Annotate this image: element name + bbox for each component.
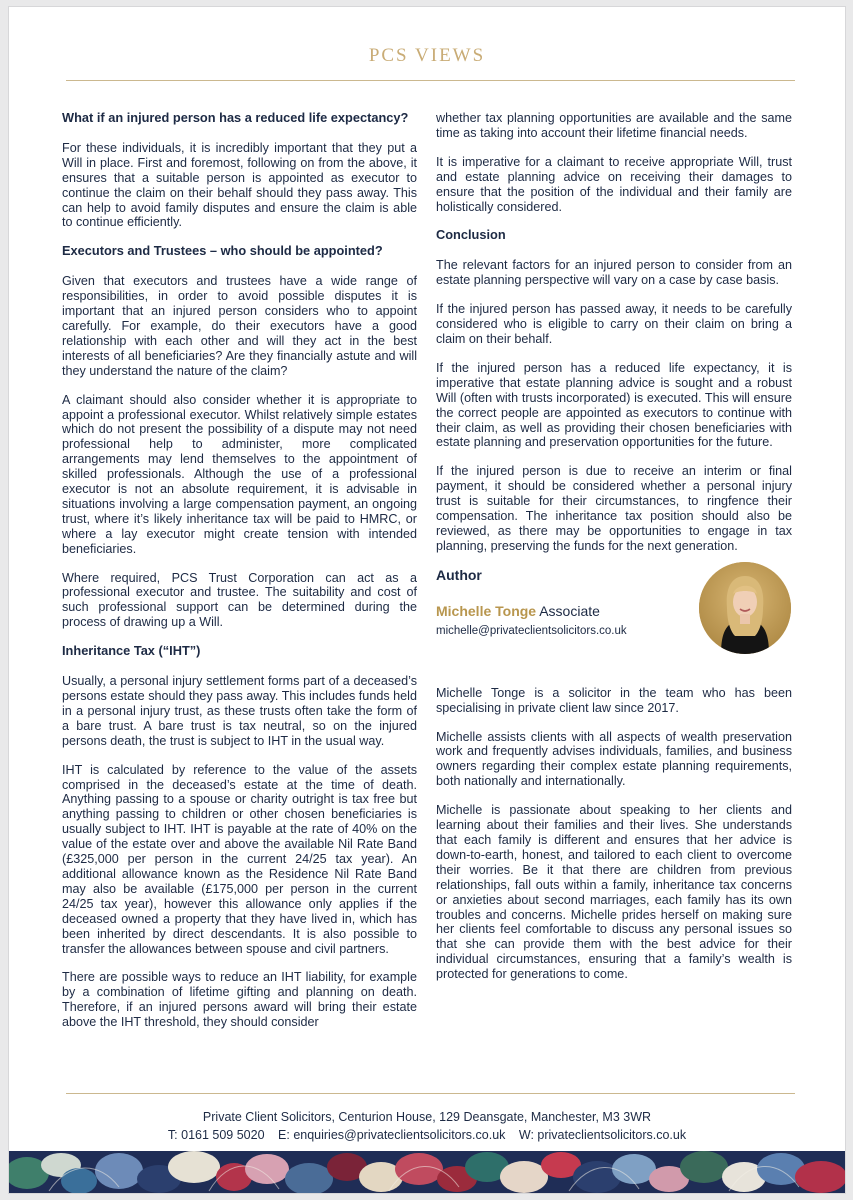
document-page — [8, 6, 846, 1194]
top-divider — [66, 80, 795, 81]
author-block — [436, 568, 792, 686]
footer-contact — [9, 1126, 845, 1144]
footer-email: E: enquiries@privateclientsolicitors.co.uk — [278, 1128, 506, 1142]
paragraph: IHT is calculated by reference to the value of the assets comprised in the deceased’s estate at the time of death. Anything passing to a spouse or charity outright is tax free but anything passing to children or other chosen beneficiaries is usually subject to IHT. IHT is payable at the rate of 40% on the value of the estate over and above the available Nil Rate Band (£325,000 per person in the current 24/25 tax year). An additional allowance known as the Residence Nil Rate Band may also be available (£175,000 per person in the current 24/25 tax year), however this allowance only applies if the deceased owned a property that they have lived in, which has been inherited by direct descendants. It is also possible to transfer the allowances between spouse and civil partners. — [62, 762, 417, 956]
paragraph: If the injured person has a reduced life expectancy, it is imperative that estate planning advice is sought and a robust Will (often with trusts incorporated) is executed. This will ensure the correct people are appointed as executors to continue with their claim, as well as providing their chosen beneficiaries with estate planning and preservation opportunities for the future. — [436, 360, 792, 450]
author-heading: Author — [436, 566, 482, 583]
paragraph: Michelle Tonge is a solicitor in the team who has been specialising in private client law since 2017. — [436, 685, 792, 715]
author-name-line — [436, 604, 600, 619]
paragraph: For these individuals, it is incredibly important that they put a Will in place. First and foremost, following on from the above, it ensures that a suitable person is appointed as executor to continue the claim on their behalf should they pass away. This can help to avoid family disputes and ensure the claim is able to continue efficiently. — [62, 140, 417, 230]
avatar — [699, 562, 791, 654]
section-heading-executors-trustees: Executors and Trustees – who should be appointed? — [62, 243, 383, 259]
section-heading-reduced-life-expectancy: What if an injured person has a reduced life expectancy? — [62, 110, 409, 125]
floral-pattern — [9, 1151, 845, 1193]
paragraph: Michelle is passionate about speaking to her clients and learning about their families and their lives. She understands that each family is different and ensures that her advice is down-to-earth, honest, and tailored to each client to overcome their worries. Be it that there are children from previous relationships, fall outs within a family, inheritance tax concerns or anxieties about second marriages, each family has its own troubles and concerns. Michelle prides herself on making sure her clients feel comfortable to discuss any personal issues so that she can provide them with the best advice for their individual circumstances, ensuring that a family’s wealth is protected for generations to come. — [436, 803, 792, 982]
page-title: PCS VIEWS — [368, 45, 486, 66]
paragraph: Given that executors and trustees have a wide range of responsibilities, in order to avoid possible disputes it is important that an injured person considers who to appoint carefully. For example, do their executors have a good relationship with each other and will they act in the best interests of all beneficiaries? Are they financially astute and will they understand the nature of the claim? — [62, 274, 417, 378]
footer-address: Private Client Solicitors, Centurion House, 129 Deansgate, Manchester, M3 3WR — [202, 1110, 652, 1124]
paragraph: whether tax planning opportunities are available and the same time as taking into account their lifetime financial needs. — [436, 111, 792, 140]
author-name: Michelle Tonge — [436, 602, 537, 619]
paragraph: If the injured person is due to receive an interim or final payment, it should be considered whether a personal injury trust is suitable for their circumstances, to ringfence their compensation. The inheritance tax position should also be reviewed, as there may be opportunities to engage in tax planning, preserving the funds for the next generation. — [436, 464, 792, 553]
author-photo — [699, 562, 791, 654]
floral-banner — [9, 1151, 845, 1193]
section-heading-conclusion: Conclusion — [436, 227, 506, 243]
paragraph: It is imperative for a claimant to receive appropriate Will, trust and estate planning advice on receiving their damages to ensure that the position of the individual and their family are holistically considered. — [436, 154, 792, 214]
bottom-divider — [66, 1093, 795, 1094]
paragraph: There are possible ways to reduce an IHT liability, for example by a combination of lifetime gifting and planning on death. Therefore, if an injured persons award will bring their estate above the IHT threshold, they should consider — [62, 970, 417, 1030]
section-heading-inheritance-tax: Inheritance Tax (“IHT”) — [62, 643, 201, 659]
paragraph: Where required, PCS Trust Corporation can act as a professional executor and trustee. The suitability and cost of such professional support can be determined during the process of drawing up a Will. — [62, 570, 417, 630]
author-email: michelle@privateclientsolicitors.co.uk — [436, 624, 627, 637]
paragraph: A claimant should also consider whether it is appropriate to appoint a professional executor. Whilst relatively simple estates which do not present the possibility of a dispute may not need professional help to administer, more complicated arrangements may lend themselves to the appointment of skilled professionals. Although the use of a professional executor is not an absolute requirement, it is advisable in situations involving a large compensation payment, an ongoing trust, where it’s likely inheritance tax will be paid to HMRC, or where a lay executor might create tension with intended beneficiaries. — [62, 392, 417, 556]
paragraph: Usually, a personal injury settlement forms part of a deceased’s persons estate should they pass away. This includes funds held in a personal injury trust, as these trusts often take the form of a bare trust. A bare trust is tax neutral, so on the injured persons death, the trust is subject to IHT in the usual way. — [62, 674, 417, 748]
right-column — [436, 111, 792, 996]
footer — [9, 1108, 845, 1144]
author-role: Associate — [539, 602, 600, 619]
footer-phone: T: 0161 509 5020 — [167, 1128, 265, 1142]
paragraph: The relevant factors for an injured person to consider from an estate planning perspective will vary on a case by case basis. — [436, 258, 792, 288]
paragraph: Michelle assists clients with all aspects of wealth preservation work and frequently advises individuals, families, and business owners regarding their complex estate planning requirements, both nationally and internationally. — [436, 729, 792, 789]
left-column — [62, 111, 417, 1044]
paragraph: If the injured person has passed away, it needs to be carefully considered who is eligible to carry on their claim on bring a claim on their behalf. — [436, 302, 792, 346]
footer-website: W: privateclientsolicitors.co.uk — [518, 1128, 687, 1142]
